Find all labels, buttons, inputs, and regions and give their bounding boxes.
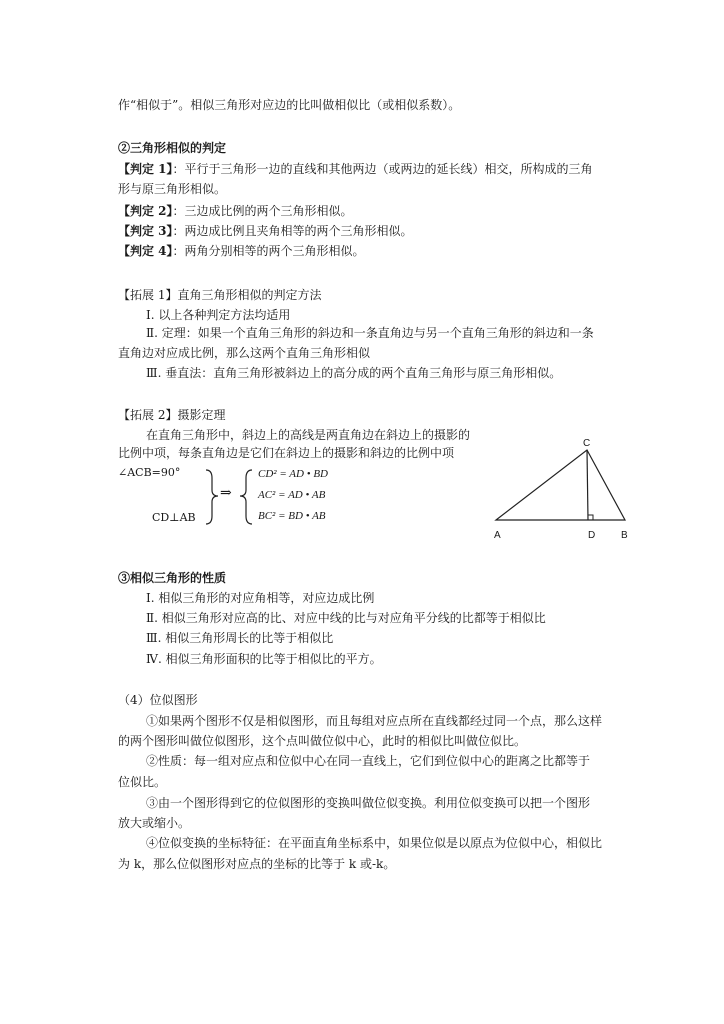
judge-item-2 — [118, 204, 353, 219]
judge-text: ：三边成比例的两个三角形相似。 — [172, 204, 353, 218]
homothety-line-8: 为 k，那么位似图形对应点的坐标的比等于 k 或-k。 — [118, 857, 396, 871]
equation-bc: BC² = BD • AB — [258, 510, 326, 522]
judge-item-1 — [118, 162, 593, 177]
judge-item-4 — [118, 244, 365, 259]
judge-tag: 【判定 1】 — [118, 162, 173, 176]
implies-arrow: ⇒ — [220, 485, 232, 501]
ext2-line-2: 比例中项，每条直角边是它们在斜边上的摄影和斜边的比例中项 — [118, 446, 455, 460]
props-heading: ③相似三角形的性质 — [118, 571, 227, 585]
judge-text: ：两角分别相等的两个三角形相似。 — [172, 244, 365, 258]
homothety-line-6: 放大或缩小。 — [118, 816, 191, 830]
homothety-line-7: ④位似变换的坐标特征：在平面直角坐标系中，如果位似是以原点为位似中心，相似比 — [146, 836, 603, 850]
judge-text: 形与原三角形相似。 — [118, 182, 227, 196]
equation-cd: CD² = AD • BD — [258, 468, 328, 480]
judge-tag: 【判定 2】 — [118, 204, 173, 218]
point-label-d: D — [588, 530, 596, 541]
judge-text: ：平行于三角形一边的直线和其他两边（或两边的延长线）相交，所构成的三角 — [172, 162, 593, 176]
equation-ac: AC² = AD • AB — [258, 489, 326, 501]
ext1-line-4: Ⅲ. 垂直法：直角三角形被斜边上的高分成的两个直角三角形与原三角形相似。 — [146, 366, 562, 380]
homothety-line-1: ①如果两个图形不仅是相似图形，而且每组对应点所在直线都经过同一个点，那么这样 — [146, 714, 603, 728]
judge-text: ：两边成比例且夹角相等的两个三角形相似。 — [172, 224, 413, 238]
intro-line: 作“相似于”。相似三角形对应边的比叫做相似比（或相似系数）。 — [118, 98, 461, 112]
left-brace — [238, 468, 258, 528]
homothety-line-5: ③由一个图形得到它的位似图形的变换叫做位似变换。利用位似变换可以把一个图形 — [146, 796, 591, 810]
ext2-line-1: 在直角三角形中，斜边上的高线是两直角边在斜边上的摄影的 — [146, 428, 471, 442]
homothety-line-4: 位似比。 — [118, 775, 167, 789]
judge-tag: 【判定 4】 — [118, 244, 173, 258]
point-label-c: C — [583, 438, 591, 449]
ext1-line-1: Ⅰ. 以上各种判定方法均适用 — [146, 308, 291, 322]
props-line-2: Ⅱ. 相似三角形对应高的比、对应中线的比与对应角平分线的比都等于相似比 — [146, 611, 546, 625]
props-line-1: Ⅰ. 相似三角形的对应角相等，对应边成比例 — [146, 591, 375, 605]
ext1-line-2: Ⅱ. 定理：如果一个直角三角形的斜边和一条直角边与另一个直角三角形的斜边和一条 — [146, 326, 594, 340]
condition-perpendicular: CD⊥AB — [152, 511, 196, 524]
homothety-heading: （4）位似图形 — [118, 693, 198, 707]
props-line-3: Ⅲ. 相似三角形周长的比等于相似比 — [146, 631, 334, 645]
ext1-title: 【拓展 1】直角三角形相似的判定方法 — [118, 288, 322, 302]
point-label-b: B — [621, 530, 628, 541]
ext2-title: 【拓展 2】摄影定理 — [118, 408, 226, 422]
homothety-line-3: ②性质：每一组对应点和位似中心在同一直线上，它们到位似中心的距离之比都等于 — [146, 754, 591, 768]
condition-right-angle: ∠ACB=90° — [118, 466, 181, 479]
point-label-a: A — [494, 530, 501, 541]
judge-tag: 【判定 3】 — [118, 224, 173, 238]
judge-item-1-cont — [118, 182, 226, 197]
judge-item-3 — [118, 224, 413, 239]
props-line-4: Ⅳ. 相似三角形面积的比等于相似比的平方。 — [146, 652, 382, 666]
homothety-line-2: 的两个图形叫做位似图形，这个点叫做位似中心，此时的相似比叫做位似比。 — [118, 734, 527, 748]
judge-heading: ②三角形相似的判定 — [118, 141, 227, 155]
ext1-line-3: 直角边对应成比例，那么这两个直角三角形相似 — [118, 346, 371, 360]
